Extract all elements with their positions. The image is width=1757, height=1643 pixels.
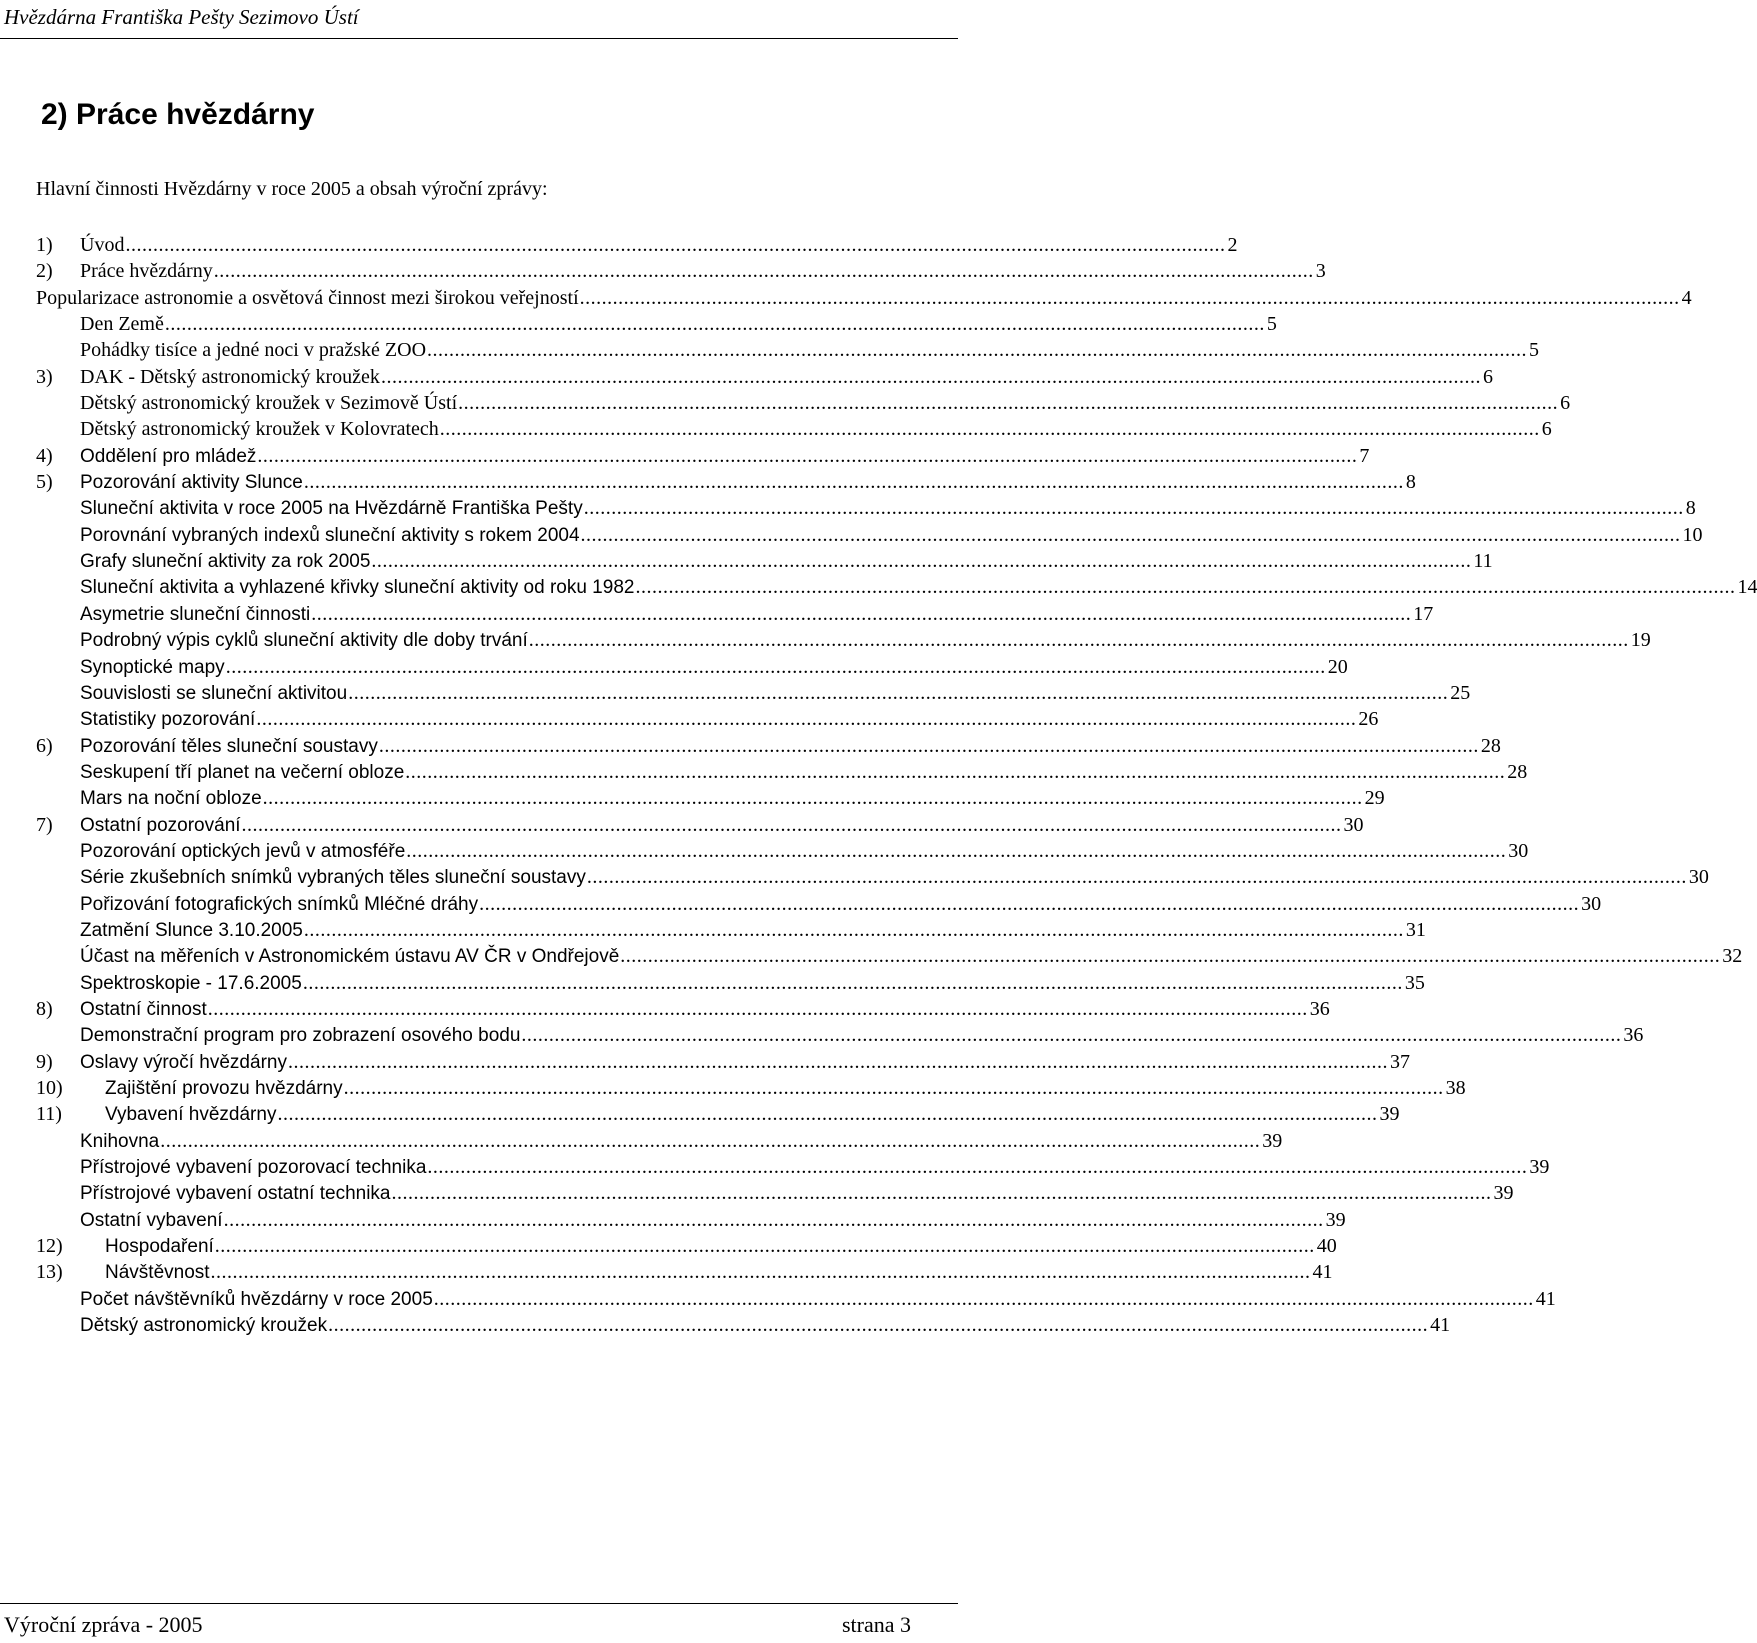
page-footer xyxy=(0,1603,958,1643)
toc-dot-leader: ........................................................................................................................................................................................................ xyxy=(262,787,1363,810)
toc-dot-leader: ........................................................................................................................................................................................................ xyxy=(343,1077,1444,1099)
toc-entry[interactable] xyxy=(0,892,1602,919)
toc-entry[interactable] xyxy=(0,681,1471,708)
toc-dot-leader: ........................................................................................................................................................................................................ xyxy=(303,918,1404,941)
toc-entry[interactable] xyxy=(0,1024,1644,1050)
toc-entry-page: 41 xyxy=(1430,1314,1451,1337)
toc-entry-page: 39 xyxy=(1379,1103,1400,1126)
toc-entry[interactable] xyxy=(0,260,1326,286)
page-header xyxy=(0,0,958,39)
toc-entry-page: 4 xyxy=(1681,286,1692,309)
toc-entry-page: 20 xyxy=(1327,655,1348,678)
toc-entry-number: 1) xyxy=(36,234,53,256)
toc-entry[interactable] xyxy=(0,365,1493,392)
toc-dot-leader: ........................................................................................................................................................................................................ xyxy=(164,313,1265,336)
toc-dot-leader: ........................................................................................................................................................................................................ xyxy=(256,708,1357,731)
toc-entry-page: 30 xyxy=(1343,813,1364,836)
toc-dot-leader: ........................................................................................................................................................................................................ xyxy=(223,1208,1324,1231)
toc-entry[interactable] xyxy=(0,971,1425,998)
toc-entry-page: 39 xyxy=(1529,1156,1550,1179)
toc-entry[interactable] xyxy=(0,1208,1346,1235)
toc-entry-page: 28 xyxy=(1507,760,1528,783)
toc-entry-page: 6 xyxy=(1560,392,1571,415)
toc-entry-page: 5 xyxy=(1529,339,1540,362)
toc-entry-page: 28 xyxy=(1480,734,1501,757)
toc-dot-leader: ........................................................................................................................................................................................................ xyxy=(257,444,1358,467)
toc-entry[interactable] xyxy=(0,418,1552,444)
toc-entry-label: Úvod xyxy=(80,234,125,256)
table-of-contents xyxy=(0,234,1757,1340)
toc-entry-number: 12) xyxy=(36,1235,63,1258)
toc-entry-page: 29 xyxy=(1364,787,1385,810)
toc-entry[interactable] xyxy=(0,1156,1550,1182)
toc-entry-number: 11) xyxy=(36,1103,62,1126)
toc-entry[interactable] xyxy=(0,997,1330,1024)
toc-entry-page: 2 xyxy=(1227,234,1238,256)
toc-entry-label: Statistiky pozorování xyxy=(80,709,256,731)
toc-entry-label: Asymetrie sluneční činnosti xyxy=(80,603,311,625)
toc-entry-label: Knihovna xyxy=(80,1130,160,1152)
toc-dot-leader: ........................................................................................................................................................................................................ xyxy=(458,392,1559,415)
toc-entry-page: 7 xyxy=(1359,444,1370,467)
toc-dot-leader: ........................................................................................................................................................................................................ xyxy=(405,760,1506,783)
toc-dot-leader: ........................................................................................................................................................................................................ xyxy=(302,971,1403,994)
toc-dot-leader: ........................................................................................................................................................................................................ xyxy=(580,523,1681,546)
toc-entry-page: 26 xyxy=(1358,708,1379,731)
toc-entry[interactable] xyxy=(0,497,1696,523)
toc-dot-leader: ........................................................................................................................................................................................................ xyxy=(214,1235,1315,1258)
toc-dot-leader: ........................................................................................................................................................................................................ xyxy=(277,1103,1378,1126)
toc-entry-label: Pořizování fotografických snímků Mléčné dráhy xyxy=(80,893,479,915)
toc-entry-page: 39 xyxy=(1262,1129,1283,1152)
toc-entry[interactable] xyxy=(0,839,1529,866)
toc-entry-label: Sluneční aktivita v roce 2005 na Hvězdárně Františka Pešty xyxy=(80,498,583,520)
toc-dot-leader: ........................................................................................................................................................................................................ xyxy=(210,1261,1311,1284)
toc-entry-page: 39 xyxy=(1493,1182,1514,1205)
toc-dot-leader: ........................................................................................................................................................................................................ xyxy=(241,813,1342,836)
toc-entry-label: Souvislosti se sluneční aktivitou xyxy=(80,682,348,704)
toc-entry[interactable] xyxy=(0,655,1348,682)
toc-entry-page: 36 xyxy=(1623,1024,1644,1047)
toc-entry-page: 30 xyxy=(1508,839,1529,862)
toc-dot-leader: ........................................................................................................................................................................................................ xyxy=(287,1050,1388,1073)
toc-entry-label: Ostatní pozorování xyxy=(80,814,241,836)
toc-entry[interactable] xyxy=(0,313,1277,339)
toc-entry-number: 3) xyxy=(36,365,53,388)
toc-dot-leader: ........................................................................................................................................................................................................ xyxy=(378,734,1479,757)
toc-entry[interactable] xyxy=(0,1287,1556,1314)
toc-dot-leader: ........................................................................................................................................................................................................ xyxy=(479,892,1580,915)
toc-dot-leader: ........................................................................................................................................................................................................ xyxy=(528,629,1629,652)
toc-dot-leader: ........................................................................................................................................................................................................ xyxy=(433,1287,1534,1310)
toc-entry[interactable] xyxy=(0,1261,1333,1287)
toc-dot-leader: ........................................................................................................................................................................................................ xyxy=(439,418,1540,441)
toc-dot-leader: ........................................................................................................................................................................................................ xyxy=(225,655,1326,678)
toc-entry-page: 41 xyxy=(1312,1261,1333,1284)
toc-entry[interactable] xyxy=(0,550,1493,576)
toc-entry[interactable] xyxy=(0,286,1692,313)
toc-entry-label: Zatmění Slunce 3.10.2005 xyxy=(80,919,303,941)
footer-report-title: Výroční zpráva - 2005 xyxy=(4,1612,203,1637)
toc-dot-leader: ........................................................................................................................................................................................................ xyxy=(213,260,1314,283)
intro-text: Hlavní činnosti Hvězdárny v roce 2005 a obsah výroční zprávy: xyxy=(36,178,548,200)
toc-entry-page: 6 xyxy=(1482,365,1493,388)
toc-entry[interactable] xyxy=(0,866,1709,892)
toc-entry[interactable] xyxy=(0,234,1238,260)
toc-dot-leader: ........................................................................................................................................................................................................ xyxy=(125,234,1226,256)
toc-entry-number: 4) xyxy=(36,444,53,467)
toc-entry[interactable] xyxy=(0,471,1416,497)
toc-entry-page: 35 xyxy=(1404,971,1425,994)
toc-entry-page: 32 xyxy=(1722,945,1743,968)
toc-entry-label: Dětský astronomický kroužek v Sezimově Ústí xyxy=(80,392,458,415)
toc-entry-page: 10 xyxy=(1682,523,1703,546)
toc-dot-leader: ........................................................................................................................................................................................................ xyxy=(406,839,1507,862)
toc-dot-leader: ........................................................................................................................................................................................................ xyxy=(620,945,1721,968)
toc-entry-label: Přístrojové vybavení ostatní technika xyxy=(80,1183,391,1205)
toc-entry-page: 5 xyxy=(1266,313,1277,336)
toc-entry[interactable] xyxy=(0,576,1757,602)
footer-page-number: strana 3 xyxy=(841,1612,911,1637)
toc-entry-page: 3 xyxy=(1315,260,1326,283)
toc-dot-leader: ........................................................................................................................................................................................................ xyxy=(579,286,1680,309)
toc-entry[interactable] xyxy=(0,760,1528,787)
toc-entry-page: 8 xyxy=(1405,471,1416,494)
toc-entry-page: 30 xyxy=(1688,866,1709,889)
toc-entry[interactable] xyxy=(0,1129,1283,1156)
toc-entry-page: 19 xyxy=(1630,629,1651,652)
toc-entry-label: Práce hvězdárny xyxy=(80,260,213,283)
toc-entry-page: 25 xyxy=(1450,681,1471,704)
toc-entry-label: Pohádky tisíce a jedné noci v pražské ZOO xyxy=(80,339,427,362)
toc-entry-label: Demonstrační program pro zobrazení osového bodu xyxy=(80,1025,521,1047)
toc-entry-number: 6) xyxy=(36,734,53,757)
toc-entry-page: 41 xyxy=(1535,1287,1556,1310)
toc-entry[interactable] xyxy=(0,1050,1410,1077)
toc-entry[interactable] xyxy=(0,787,1385,813)
toc-entry-label: Sluneční aktivita a vyhlazené křivky sluneční aktivity od roku 1982 xyxy=(80,577,635,599)
toc-entry[interactable] xyxy=(0,602,1434,629)
toc-entry-label: Podrobný výpis cyklů sluneční aktivity dle doby trvání xyxy=(80,630,528,652)
toc-entry-page: 40 xyxy=(1316,1235,1337,1258)
toc-entry-number: 10) xyxy=(36,1077,63,1099)
toc-entry-label: Dětský astronomický kroužek v Kolovratech xyxy=(80,418,439,441)
toc-entry[interactable] xyxy=(0,1077,1466,1103)
toc-entry-label: Grafy sluneční aktivity za rok 2005 xyxy=(80,551,371,573)
toc-entry-label: Synoptické mapy xyxy=(80,656,225,678)
toc-dot-leader: ........................................................................................................................................................................................................ xyxy=(583,497,1684,520)
toc-entry-label: Hospodaření xyxy=(105,1236,214,1258)
toc-entry-page: 39 xyxy=(1325,1208,1346,1231)
toc-entry-label: Pozorování optických jevů v atmosféře xyxy=(80,840,406,862)
toc-entry[interactable] xyxy=(0,734,1501,761)
toc-entry[interactable] xyxy=(0,945,1743,971)
toc-entry-label: Popularizace astronomie a osvětová činnost mezi širokou veřejností xyxy=(36,286,579,309)
toc-entry-label: Oslavy výročí hvězdárny xyxy=(80,1051,287,1073)
toc-entry-label: Ostatní vybavení xyxy=(80,1209,223,1231)
toc-entry[interactable] xyxy=(0,523,1703,550)
toc-entry-label: Porovnání vybraných indexů sluneční aktivity s rokem 2004 xyxy=(80,524,580,546)
toc-dot-leader: ........................................................................................................................................................................................................ xyxy=(427,339,1528,362)
toc-entry-label: Mars na noční obloze xyxy=(80,788,262,810)
toc-entry[interactable] xyxy=(0,918,1426,945)
toc-entry[interactable] xyxy=(0,1314,1451,1340)
toc-dot-leader: ........................................................................................................................................................................................................ xyxy=(160,1129,1261,1152)
toc-entry-label: Série zkušebních snímků vybraných těles sluneční soustavy xyxy=(80,867,586,889)
toc-entry-page: 17 xyxy=(1413,602,1434,625)
toc-entry-label: Přístrojové vybavení pozorovací technika xyxy=(80,1157,427,1179)
toc-entry-label: Pozorování těles sluneční soustavy xyxy=(80,735,378,757)
toc-entry-label: Účast na měřeních v Astronomickém ústavu AV ČR v Ondřejově xyxy=(80,946,620,968)
toc-entry[interactable] xyxy=(0,1103,1400,1129)
toc-entry[interactable] xyxy=(0,392,1571,418)
toc-entry-label: Oddělení pro mládež xyxy=(80,445,257,467)
section-title: 2) Práce hvězdárny xyxy=(41,98,315,131)
toc-entry[interactable] xyxy=(0,339,1540,365)
toc-entry[interactable] xyxy=(0,813,1364,840)
toc-entry-label: Den Země xyxy=(80,313,164,336)
toc-entry-number: 5) xyxy=(36,471,53,494)
toc-entry-label: Ostatní činnost xyxy=(80,998,207,1020)
header-title: Hvězdárna Františka Pešty Sezimovo Ústí xyxy=(4,5,359,29)
toc-entry[interactable] xyxy=(0,629,1651,655)
toc-entry-number: 8) xyxy=(36,997,53,1020)
toc-dot-leader: ........................................................................................................................................................................................................ xyxy=(391,1182,1492,1205)
toc-dot-leader: ........................................................................................................................................................................................................ xyxy=(380,365,1481,388)
toc-dot-leader: ........................................................................................................................................................................................................ xyxy=(371,550,1472,573)
toc-dot-leader: ........................................................................................................................................................................................................ xyxy=(328,1314,1429,1337)
toc-dot-leader: ........................................................................................................................................................................................................ xyxy=(207,997,1308,1020)
toc-entry-label: Zajištění provozu hvězdárny xyxy=(105,1078,343,1099)
toc-entry-page: 11 xyxy=(1473,550,1493,573)
toc-entry-label: Seskupení tří planet na večerní obloze xyxy=(80,761,405,783)
toc-entry-label: Návštěvnost xyxy=(105,1262,210,1284)
toc-entry-label: Vybavení hvězdárny xyxy=(105,1104,277,1126)
toc-entry-page: 38 xyxy=(1445,1077,1466,1099)
toc-entry-page: 14 xyxy=(1737,576,1757,599)
toc-entry[interactable] xyxy=(0,1182,1514,1208)
toc-entry-page: 8 xyxy=(1685,497,1696,520)
toc-entry-number: 7) xyxy=(36,813,53,836)
toc-entry[interactable] xyxy=(0,444,1370,471)
toc-entry-label: Pozorování aktivity Slunce xyxy=(80,472,303,494)
toc-entry-label: Počet návštěvníků hvězdárny v roce 2005 xyxy=(80,1288,433,1310)
toc-entry-number: 2) xyxy=(36,260,53,283)
toc-entry-page: 30 xyxy=(1581,892,1602,915)
toc-entry[interactable] xyxy=(0,1235,1337,1261)
toc-dot-leader: ........................................................................................................................................................................................................ xyxy=(586,866,1687,889)
toc-entry-number: 13) xyxy=(36,1261,63,1284)
toc-dot-leader: ........................................................................................................................................................................................................ xyxy=(348,681,1449,704)
toc-dot-leader: ........................................................................................................................................................................................................ xyxy=(303,471,1404,494)
toc-dot-leader: ........................................................................................................................................................................................................ xyxy=(311,602,1412,625)
toc-dot-leader: ........................................................................................................................................................................................................ xyxy=(635,576,1736,599)
toc-entry-page: 6 xyxy=(1541,418,1552,441)
toc-entry-label: DAK - Dětský astronomický kroužek xyxy=(80,365,380,388)
toc-entry[interactable] xyxy=(0,708,1379,734)
toc-entry-number: 9) xyxy=(36,1050,53,1073)
toc-dot-leader: ........................................................................................................................................................................................................ xyxy=(427,1156,1528,1179)
toc-entry-label: Dětský astronomický kroužek xyxy=(80,1315,328,1337)
toc-dot-leader: ........................................................................................................................................................................................................ xyxy=(521,1024,1622,1047)
toc-entry-label: Spektroskopie - 17.6.2005 xyxy=(80,972,302,994)
toc-entry-page: 31 xyxy=(1405,918,1426,941)
toc-entry-page: 37 xyxy=(1389,1050,1410,1073)
toc-entry-page: 36 xyxy=(1309,997,1330,1020)
